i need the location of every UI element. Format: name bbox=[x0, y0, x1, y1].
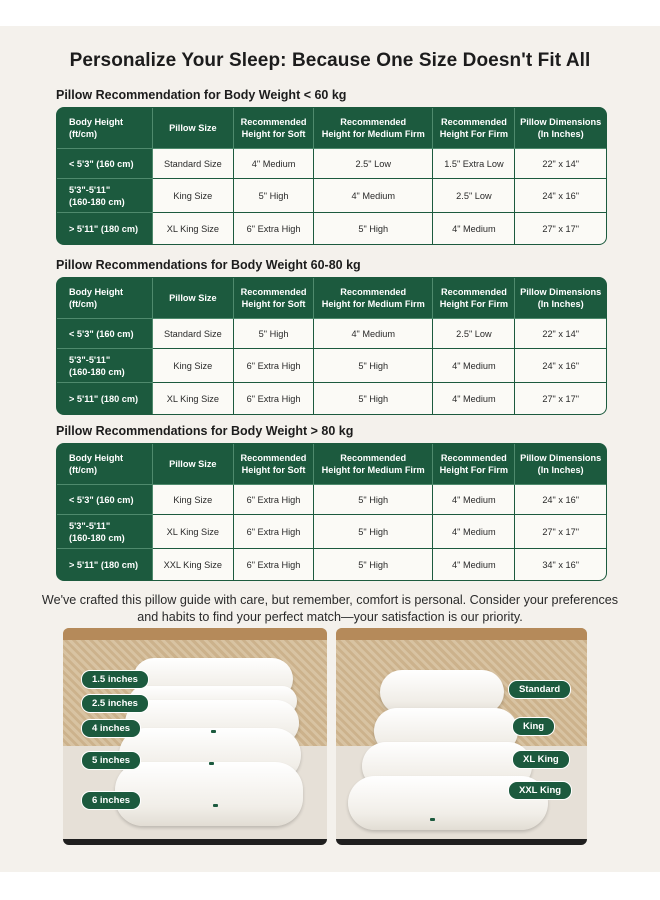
size-label-xl-king: XL King bbox=[512, 750, 570, 769]
medium-firm-cell: 5" High bbox=[314, 515, 433, 549]
soft-cell: 6" Extra High bbox=[234, 349, 314, 383]
header-medium-firm: Recommended Height for Medium Firm bbox=[314, 108, 433, 149]
pillow-size-cell: Standard Size bbox=[153, 319, 235, 349]
soft-cell: 4" Medium bbox=[234, 149, 314, 179]
medium-firm-cell: 5" High bbox=[314, 213, 433, 244]
height-label-5-inches: 5 inches bbox=[81, 751, 141, 770]
row-height-cell: > 5'11" (180 cm) bbox=[57, 213, 153, 244]
soft-cell: 6" Extra High bbox=[234, 549, 314, 580]
pillow-size-cell: King Size bbox=[153, 349, 235, 383]
section-title-under-60kg: Pillow Recommendation for Body Weight < 60 kg bbox=[56, 88, 347, 102]
header-body-height: Body Height (ft/cm) bbox=[57, 444, 153, 485]
size-label-standard: Standard bbox=[508, 680, 571, 699]
guide-note: We've crafted this pillow guide with care, but remember, comfort is personal. Consider your preferences and habits to find your perfect match—your satisfaction is our priority. bbox=[41, 593, 619, 624]
medium-firm-cell: 4" Medium bbox=[314, 319, 433, 349]
dimensions-cell: 22" x 14" bbox=[515, 149, 606, 179]
pillow-size-cell: XL King Size bbox=[153, 383, 235, 414]
header-medium-firm: Recommended Height for Medium Firm bbox=[314, 278, 433, 319]
row-height-cell: 5'3"-5'11" (160-180 cm) bbox=[57, 179, 153, 213]
header-soft: Recommended Height for Soft bbox=[234, 108, 314, 149]
dimensions-cell: 27" x 17" bbox=[515, 383, 606, 414]
row-height-cell: 5'3"-5'11" (160-180 cm) bbox=[57, 515, 153, 549]
brand-tag bbox=[430, 818, 435, 821]
page-title: Personalize Your Sleep: Because One Size Doesn't Fit All bbox=[69, 50, 591, 71]
row-height-cell: 5'3"-5'11" (160-180 cm) bbox=[57, 349, 153, 383]
soft-cell: 6" Extra High bbox=[234, 485, 314, 515]
dimensions-cell: 24" x 16" bbox=[515, 179, 606, 213]
soft-cell: 6" Extra High bbox=[234, 383, 314, 414]
header-dimensions: Pillow Dimensions (In Inches) bbox=[515, 444, 606, 485]
header-body-height: Body Height (ft/cm) bbox=[57, 278, 153, 319]
pillow-size-cell: Standard Size bbox=[153, 149, 235, 179]
pillow-size-cell: King Size bbox=[153, 485, 234, 515]
brand-tag bbox=[213, 804, 218, 807]
medium-firm-cell: 4" Medium bbox=[314, 179, 433, 213]
header-dimensions: Pillow Dimensions (In Inches) bbox=[515, 278, 606, 319]
recommendation-table-over-80kg bbox=[56, 443, 607, 581]
brand-tag bbox=[211, 730, 216, 733]
medium-firm-cell: 2.5" Low bbox=[314, 149, 433, 179]
header-pillow-size: Pillow Size bbox=[153, 278, 235, 319]
size-label-king: King bbox=[512, 717, 555, 736]
firm-cell: 4" Medium bbox=[433, 383, 515, 414]
firm-cell: 2.5" Low bbox=[433, 319, 515, 349]
firm-cell: 4" Medium bbox=[433, 549, 515, 580]
pillow-height-photo bbox=[63, 628, 327, 845]
pillow-size-cell: King Size bbox=[153, 179, 235, 213]
row-height-cell: > 5'11" (180 cm) bbox=[57, 549, 153, 580]
base-stand bbox=[63, 839, 327, 845]
header-pillow-size: Pillow Size bbox=[153, 108, 235, 149]
medium-firm-cell: 5" High bbox=[314, 485, 433, 515]
firm-cell: 4" Medium bbox=[433, 349, 515, 383]
base-stand bbox=[336, 839, 587, 845]
pillow-size-cell: XL King Size bbox=[153, 213, 235, 244]
soft-cell: 5" High bbox=[234, 319, 314, 349]
firm-cell: 2.5" Low bbox=[433, 179, 515, 213]
firm-cell: 1.5" Extra Low bbox=[433, 149, 515, 179]
row-height-cell: < 5'3" (160 cm) bbox=[57, 319, 153, 349]
header-medium-firm: Recommended Height for Medium Firm bbox=[314, 444, 433, 485]
height-label-4-inches: 4 inches bbox=[81, 719, 141, 738]
brand-tag bbox=[209, 762, 214, 765]
header-firm: Recommended Height For Firm bbox=[433, 444, 515, 485]
size-label-xxl-king: XXL King bbox=[508, 781, 572, 800]
height-label-2-5-inches: 2.5 inches bbox=[81, 694, 149, 713]
pillow-size-photo bbox=[336, 628, 587, 845]
dimensions-cell: 24" x 16" bbox=[515, 485, 606, 515]
section-title-60-80kg: Pillow Recommendations for Body Weight 60-80 kg bbox=[56, 258, 361, 272]
row-height-cell: > 5'11" (180 cm) bbox=[57, 383, 153, 414]
recommendation-table-under-60kg bbox=[56, 107, 607, 245]
soft-cell: 6" Extra High bbox=[234, 213, 314, 244]
firm-cell: 4" Medium bbox=[433, 213, 515, 244]
firm-cell: 4" Medium bbox=[433, 485, 515, 515]
header-dimensions: Pillow Dimensions (In Inches) bbox=[515, 108, 606, 149]
top-band bbox=[0, 0, 660, 26]
height-label-6-inches: 6 inches bbox=[81, 791, 141, 810]
soft-cell: 5" High bbox=[234, 179, 314, 213]
dimensions-cell: 27" x 17" bbox=[515, 213, 606, 244]
pillow-6-inch bbox=[115, 762, 303, 826]
header-soft: Recommended Height for Soft bbox=[234, 278, 314, 319]
bottom-band bbox=[0, 872, 660, 900]
medium-firm-cell: 5" High bbox=[314, 349, 433, 383]
header-firm: Recommended Height For Firm bbox=[433, 278, 515, 319]
dimensions-cell: 27" x 17" bbox=[515, 515, 606, 549]
recommendation-table-60-80kg bbox=[56, 277, 607, 415]
dimensions-cell: 34" x 16" bbox=[515, 549, 606, 580]
pillow-size-cell: XL King Size bbox=[153, 515, 234, 549]
medium-firm-cell: 5" High bbox=[314, 383, 433, 414]
dimensions-cell: 22" x 14" bbox=[515, 319, 606, 349]
header-body-height: Body Height (ft/cm) bbox=[57, 108, 153, 149]
soft-cell: 6" Extra High bbox=[234, 515, 314, 549]
header-soft: Recommended Height for Soft bbox=[234, 444, 314, 485]
row-height-cell: < 5'3" (160 cm) bbox=[57, 485, 153, 515]
row-height-cell: < 5'3" (160 cm) bbox=[57, 149, 153, 179]
header-pillow-size: Pillow Size bbox=[153, 444, 234, 485]
dimensions-cell: 24" x 16" bbox=[515, 349, 606, 383]
pillow-size-cell: XXL King Size bbox=[153, 549, 234, 580]
height-label-1-5-inches: 1.5 inches bbox=[81, 670, 149, 689]
section-title-over-80kg: Pillow Recommendations for Body Weight > 80 kg bbox=[56, 424, 354, 438]
header-firm: Recommended Height For Firm bbox=[433, 108, 515, 149]
firm-cell: 4" Medium bbox=[433, 515, 515, 549]
headboard-frame bbox=[63, 628, 327, 640]
headboard-frame bbox=[336, 628, 587, 640]
medium-firm-cell: 5" High bbox=[314, 549, 433, 580]
